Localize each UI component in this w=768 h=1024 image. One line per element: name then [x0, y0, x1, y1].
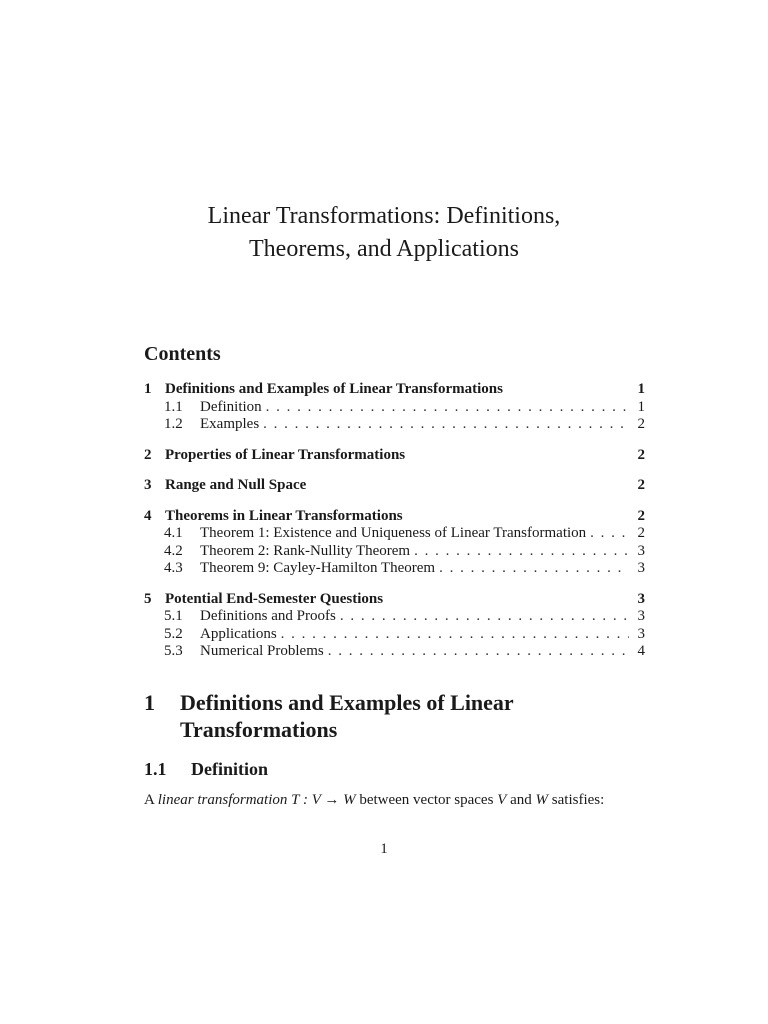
- toc-section-entry[interactable]: [144, 447, 645, 465]
- toc-entry-label: Theorem 2: Rank-Nullity Theorem: [200, 542, 411, 559]
- toc-entry-page: 3: [637, 542, 645, 559]
- toc-entry-label: Definitions and Examples of Linear Transformations: [165, 381, 503, 397]
- toc-subsection-entry[interactable]: [144, 416, 645, 434]
- toc-entry-number: 1.1: [164, 398, 183, 415]
- toc-subsection-entry[interactable]: [144, 626, 645, 644]
- table-of-contents: [144, 381, 645, 674]
- toc-entry-page: 3: [637, 608, 645, 624]
- paragraph-text: A: [144, 792, 158, 808]
- paragraph-text: and: [506, 792, 536, 808]
- toc-dot-leader: [590, 525, 629, 543]
- subsection-title: Definition: [191, 759, 269, 779]
- toc-dot-leader: [328, 643, 629, 661]
- toc-entry-page: 2: [637, 446, 645, 463]
- toc-entry-number: 5.1: [164, 608, 183, 624]
- title-line-1: Linear Transformations: Definitions,: [207, 203, 561, 229]
- toc-subsection-entry[interactable]: [144, 399, 645, 417]
- toc-subsection-entry[interactable]: [144, 608, 645, 626]
- toc-entry-page: 2: [637, 477, 645, 493]
- toc-entry-number: 2: [144, 446, 152, 463]
- toc-entry-page: 4: [637, 643, 645, 659]
- page-number: 1: [380, 841, 388, 857]
- toc-entry-page: 3: [637, 560, 645, 576]
- math-w: W: [535, 792, 549, 808]
- defined-term: linear transformation: [157, 792, 288, 808]
- paragraph-text: between vector spaces: [355, 792, 498, 808]
- paragraph-text: satisfies:: [548, 792, 605, 808]
- math-v: V: [497, 792, 507, 808]
- section-heading: [144, 689, 644, 743]
- toc-entry-number: 5: [144, 590, 152, 607]
- toc-entry-label: Definitions and Proofs: [200, 608, 336, 624]
- toc-entry-label: Applications: [200, 625, 277, 642]
- toc-dot-leader: [281, 626, 629, 644]
- toc-dot-leader: [266, 399, 629, 417]
- section-title: Definitions and Examples of Linear Transformations: [180, 690, 514, 742]
- toc-dot-leader: [340, 608, 629, 626]
- toc-subsection-entry[interactable]: [144, 560, 645, 578]
- toc-subsection-entry[interactable]: [144, 543, 645, 561]
- toc-entry-number: 4.3: [164, 560, 183, 576]
- toc-entry-number: 1: [144, 381, 152, 397]
- title-line-2: Theorems, and Applications: [249, 236, 519, 262]
- toc-entry-page: 3: [637, 625, 645, 642]
- toc-entry-page: 3: [637, 590, 645, 607]
- toc-dot-leader: [414, 543, 629, 561]
- toc-entry-number: 5.2: [164, 625, 183, 642]
- toc-entry-page: 2: [637, 525, 645, 541]
- toc-entry-number: 4.1: [164, 525, 183, 541]
- toc-entry-number: 5.3: [164, 643, 183, 659]
- toc-entry-label: Definition: [200, 398, 262, 415]
- definition-paragraph: [144, 790, 649, 810]
- toc-entry-label: Numerical Problems: [200, 643, 324, 659]
- toc-entry-number: 4.2: [164, 542, 183, 559]
- contents-heading: Contents: [144, 343, 221, 365]
- toc-entry-page: 1: [637, 398, 645, 415]
- toc-section-entry[interactable]: [144, 508, 645, 526]
- toc-section-block: [144, 477, 645, 495]
- math-expression: T : V → W: [291, 792, 356, 808]
- toc-entry-number: 1.2: [164, 416, 183, 432]
- subsection-heading: [144, 758, 268, 780]
- toc-entry-number: 3: [144, 477, 152, 493]
- toc-dot-leader: [263, 416, 629, 434]
- toc-entry-label: Potential End-Semester Questions: [165, 590, 384, 607]
- toc-entry-page: 1: [637, 381, 645, 397]
- toc-entry-label: Theorem 9: Cayley-Hamilton Theorem: [200, 560, 436, 576]
- toc-entry-page: 2: [637, 416, 645, 432]
- toc-section-entry[interactable]: [144, 381, 645, 399]
- toc-section-block: [144, 591, 645, 661]
- toc-entry-label: Properties of Linear Transformations: [165, 446, 406, 463]
- toc-entry-number: 4: [144, 507, 152, 524]
- toc-entry-label: Theorems in Linear Transformations: [165, 507, 403, 524]
- toc-section-block: [144, 447, 645, 465]
- toc-section-block: [144, 381, 645, 434]
- toc-dot-leader: [439, 560, 629, 578]
- toc-entry-label: Examples: [200, 416, 260, 432]
- toc-subsection-entry[interactable]: [144, 643, 645, 661]
- toc-subsection-entry[interactable]: [144, 525, 645, 543]
- subsection-number: 1.1: [144, 759, 167, 779]
- toc-section-entry[interactable]: [144, 591, 645, 609]
- toc-entry-label: Theorem 1: Existence and Uniqueness of Linear Transformation: [200, 525, 587, 541]
- toc-section-block: [144, 508, 645, 578]
- section-number: 1: [144, 690, 155, 715]
- toc-entry-label: Range and Null Space: [165, 477, 307, 493]
- document-title: [0, 200, 768, 266]
- toc-section-entry[interactable]: [144, 477, 645, 495]
- toc-entry-page: 2: [637, 507, 645, 524]
